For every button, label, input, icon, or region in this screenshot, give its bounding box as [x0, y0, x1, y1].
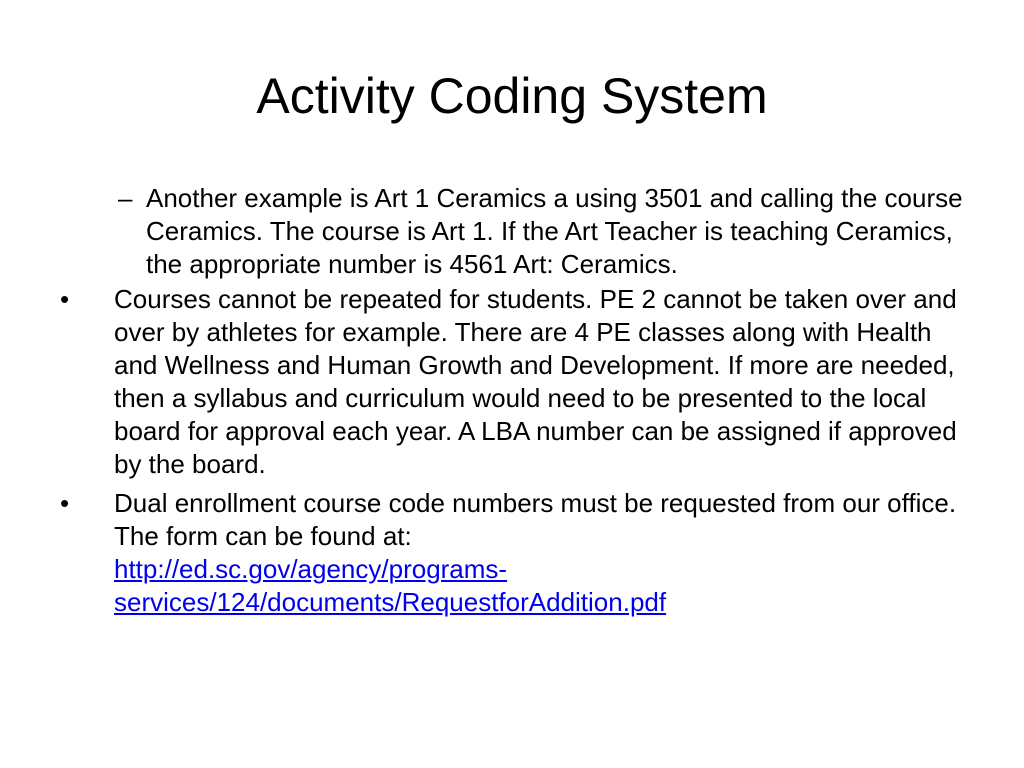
bullet-marker: •: [60, 488, 70, 518]
sub-bullet-text: Another example is Art 1 Ceramics a using 3501 and calling the course Ceramics. The course is Art 1. If the Art Teacher is teaching Ceramics, the appropriate number is 4561 Art: Ceramics.: [146, 183, 963, 279]
slide-content: [50, 182, 970, 625]
bullet-marker: •: [60, 284, 70, 314]
dash-marker: –: [118, 183, 133, 213]
request-form-link[interactable]: http://ed.sc.gov/agency/programs-services/124/documents/RequestforAddition.pdf: [114, 554, 667, 617]
bullet-text-dual-enrollment: Dual enrollment course code numbers must be requested from our office. The form can be found at:: [114, 488, 957, 551]
slide-title: Activity Coding System: [256, 68, 768, 124]
bullet-item-courses: [50, 283, 970, 481]
bullet-text-courses: Courses cannot be repeated for students. PE 2 cannot be taken over and over by athletes for example. There are 4 PE classes along with Health and Wellness and Human Growth and Development. If more are needed, then a syllabus and curriculum would need to be presented to the local board for approval each year. A LBA number can be assigned if approved by the board.: [114, 284, 957, 479]
bullet-item-dual-enrollment: [50, 487, 970, 619]
sub-bullet-item: [50, 182, 970, 281]
